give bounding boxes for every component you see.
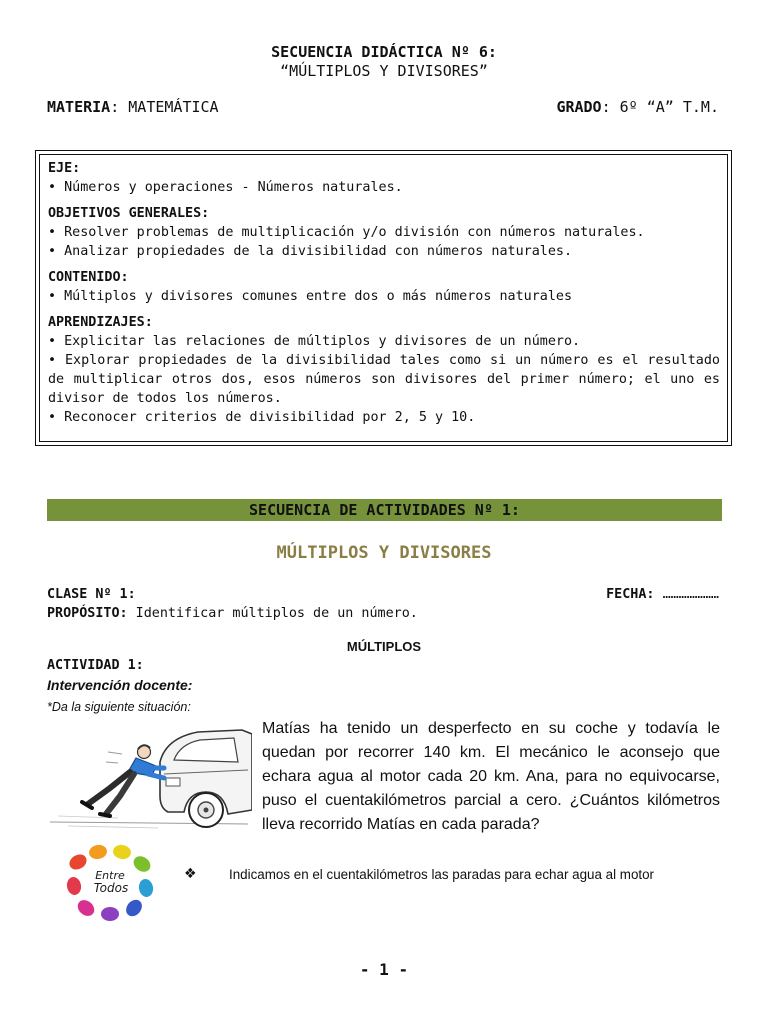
bullet-instruction: Indicamos en el cuentakilómetros las paradas para echar agua al motor	[229, 867, 655, 882]
man-pushing-car-illustration	[48, 722, 252, 832]
document-subtitle: “MÚLTIPLOS Y DIVISORES”	[280, 62, 488, 80]
objetivos-item: • Analizar propiedades de la divisibilidad con números naturales.	[48, 244, 573, 259]
aprendizajes-section	[48, 313, 720, 427]
proposito-label: PROPÓSITO:	[47, 606, 128, 621]
eje-heading: EJE:	[48, 161, 81, 176]
fecha-label: FECHA:	[606, 587, 655, 602]
grado-field: GRADO: 6º “A” T.M.	[556, 98, 719, 116]
logo-text-line1: Entre	[95, 869, 125, 882]
clase-label: CLASE Nº 1:	[47, 587, 136, 602]
fecha-value: …………………	[662, 587, 719, 602]
meta-row	[47, 98, 719, 116]
objetivos-item: • Resolver problemas de multiplicación y/o división con números naturales.	[48, 225, 645, 240]
entre-todos-logo	[64, 842, 156, 922]
clase-row	[47, 587, 719, 602]
curriculum-box	[35, 150, 732, 446]
problem-statement: Matías ha tenido un desperfecto en su coche y todavía le quedan por recorrer 140 km. El mecánico le aconsejo que echara agua al motor cada 20 km. Ana, para no equivocarse, puso el cuentakilómetros parcial a cero. ¿Cuántos kilómetros lleva recorrido Matías en cada parada?	[262, 720, 720, 833]
actividad-title: ACTIVIDAD 1:	[47, 658, 144, 673]
materia-label: MATERIA	[47, 98, 111, 116]
objetivos-section	[48, 204, 720, 261]
situacion-note: *Da la siguiente situación:	[47, 700, 191, 714]
materia-value: MATEMÁTICA	[128, 98, 219, 116]
secuencia-title-bar: SECUENCIA DE ACTIVIDADES Nº 1:	[47, 499, 722, 521]
eje-item: • Números y operaciones - Números naturales.	[48, 180, 403, 195]
aprendizajes-item: • Reconocer criterios de divisibilidad por 2, 5 y 10.	[48, 410, 476, 425]
materia-field: MATERIA: MATEMÁTICA	[47, 98, 219, 116]
contenido-section	[48, 268, 720, 306]
aprendizajes-item: • Explicitar las relaciones de múltiplos y divisores de un número.	[48, 334, 581, 349]
proposito-line	[47, 606, 418, 621]
contenido-heading: CONTENIDO:	[48, 270, 129, 285]
intervencion-heading: Intervención docente:	[47, 677, 193, 693]
grado-value: 6º “A” T.M.	[619, 98, 719, 116]
logo-text-line2: Todos	[93, 881, 129, 895]
aprendizajes-heading: APRENDIZAJES:	[48, 315, 153, 330]
curriculum-box-inner	[39, 154, 728, 442]
grado-label: GRADO	[556, 98, 602, 116]
document-title: SECUENCIA DIDÁCTICA Nº 6:	[271, 43, 497, 61]
diamond-bullet-icon: ❖	[184, 866, 197, 882]
section-title-multiplos: MÚLTIPLOS	[346, 639, 422, 654]
contenido-item: • Múltiplos y divisores comunes entre dos o más números naturales	[48, 289, 573, 304]
secuencia-subtitle: MÚLTIPLOS Y DIVISORES	[276, 543, 492, 563]
objetivos-heading: OBJETIVOS GENERALES:	[48, 206, 210, 221]
eje-section	[48, 159, 720, 197]
page-number: - 1 -	[359, 960, 409, 979]
aprendizajes-item: • Explorar propiedades de la divisibilidad tales como si un número es el resultado de multiplicar otros dos, esos números son divisores del primer número; el uno es divisor de todos los números.	[48, 353, 720, 406]
fecha-field	[606, 587, 719, 602]
proposito-value: Identificar múltiplos de un número.	[127, 606, 418, 621]
